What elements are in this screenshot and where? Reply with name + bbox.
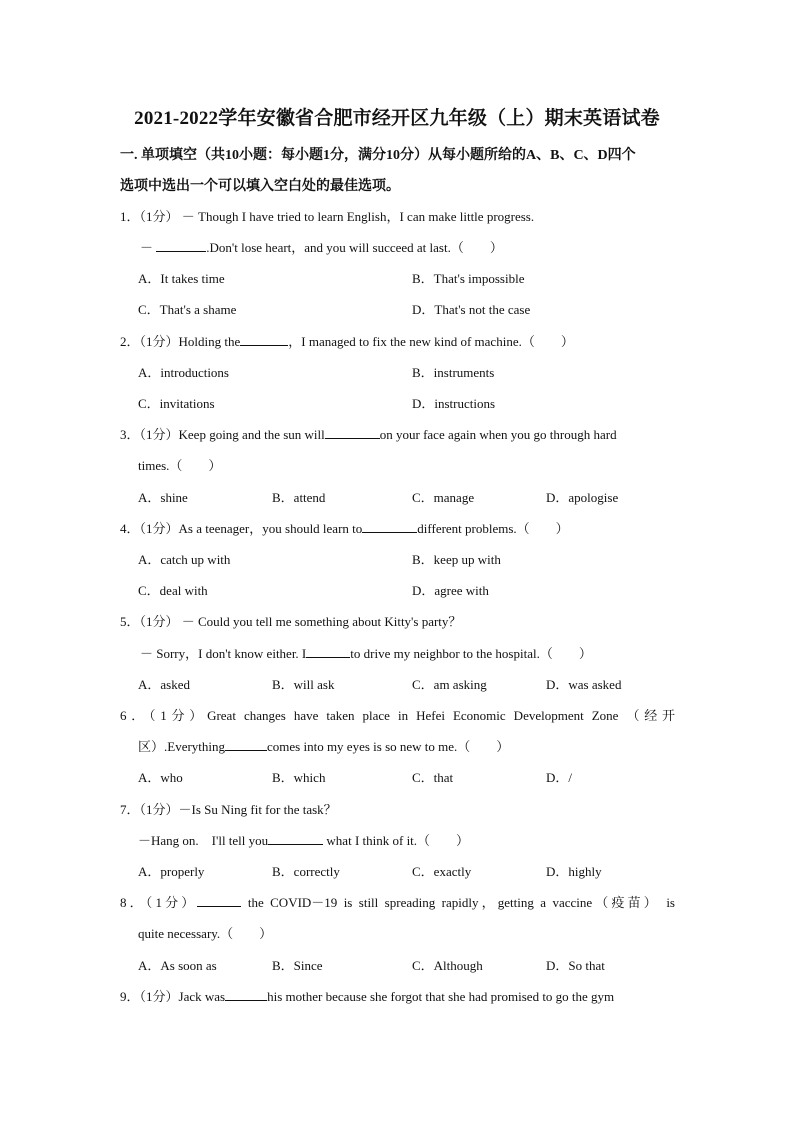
question-stem-suffix: .Don't lose heart，and you will succeed at last.（ ） [206, 240, 503, 255]
question-stem-prefix: Holding the [178, 334, 241, 349]
option-b: B．Since [272, 958, 323, 973]
option-c: C．Although [412, 958, 483, 973]
question-number: 2．（1分） [120, 334, 179, 349]
question-7-stem-line1 [120, 800, 337, 820]
answer-blank [197, 893, 241, 907]
answer-blank [225, 737, 267, 751]
question-number: 8．（1分） [120, 895, 198, 910]
question-1-stem-line2 [140, 238, 503, 258]
question-8-stem-line2: quite necessary.（ ） [138, 926, 273, 941]
question-stem-prefix: － [140, 240, 154, 255]
question-stem-prefix: －Hang on. I'll tell you [138, 833, 269, 848]
question-stem-suffix: on your face again when you go through hard [379, 427, 617, 442]
option-d: D．highly [546, 864, 602, 879]
question-stem-suffix: comes into my eyes is so new to me.（ ） [267, 739, 510, 754]
option-a: A．It takes time [138, 271, 225, 286]
option-b: B．instruments [412, 365, 495, 380]
option-c: C．that [412, 770, 454, 785]
question-stem-suffix: ，I managed to fix the new kind of machine.（ ） [288, 334, 574, 349]
option-b: B．correctly [272, 864, 340, 879]
section-instructions-line1: 一. 单项填空（共10小题：每小题1分，满分10分）从每小题所给的A、B、C、D四个 [120, 148, 636, 163]
question-stem-suffix: what I think of it.（ ） [323, 833, 470, 848]
page-title: 2021-2022学年安徽省合肥市经开区九年级（上）期末英语试卷 [134, 108, 660, 129]
answer-blank [325, 425, 380, 439]
option-a: A．who [138, 770, 183, 785]
question-stem-prefix: 区）.Everything [138, 739, 226, 754]
option-d: D．So that [546, 958, 605, 973]
question-5-stem-line1 [120, 612, 461, 632]
option-d: D．was asked [546, 677, 622, 692]
option-a: A．catch up with [138, 552, 231, 567]
question-1-stem-line1 [120, 207, 534, 227]
question-2-stem [120, 332, 574, 352]
option-d: D．/ [546, 770, 573, 785]
question-stem-prefix: Keep going and the sun will [178, 427, 325, 442]
question-3-stem-line1 [120, 425, 617, 445]
question-stem: the COVID－19 is still spreading rapidly，getting a vaccine（疫苗） is [241, 895, 675, 910]
option-c: C．manage [412, 490, 475, 505]
question-5-stem-line2 [140, 644, 592, 664]
question-4-stem [120, 519, 569, 539]
answer-blank [362, 519, 417, 533]
question-stem-prefix: － Sorry，I don't know either. I [140, 646, 307, 661]
question-number: 9．（1分） [120, 989, 179, 1004]
question-stem-suffix: different problems.（ ） [417, 521, 569, 536]
question-number: 7．（1分） [120, 802, 179, 817]
question-3-stem-line2: times.（ ） [138, 458, 222, 473]
option-a: A．introductions [138, 365, 229, 380]
section-instructions-line2: 选项中选出一个可以填入空白处的最佳选项。 [120, 179, 400, 194]
option-b: B．will ask [272, 677, 335, 692]
question-stem-prefix: Jack was [178, 989, 226, 1004]
answer-blank [240, 332, 288, 346]
question-number: 6．（1分） [120, 708, 208, 723]
option-d: D．That's not the case [412, 302, 531, 317]
question-stem-suffix: to drive my neighbor to the hospital.（ ） [350, 646, 592, 661]
question-8-stem-line1 [120, 893, 675, 913]
question-stem: － Could you tell me something about Kitty's party？ [181, 614, 462, 629]
option-a: A．asked [138, 677, 190, 692]
question-number: 4．（1分） [120, 521, 179, 536]
question-number: 5．（1分） [120, 614, 179, 629]
option-d: D．instructions [412, 396, 496, 411]
question-6-stem-line2 [138, 737, 509, 757]
option-c: C．am asking [412, 677, 487, 692]
question-9-stem [120, 987, 614, 1007]
answer-blank [225, 987, 267, 1001]
answer-blank [156, 238, 206, 252]
option-b: B．which [272, 770, 326, 785]
option-d: D．agree with [412, 583, 489, 598]
question-stem: － Though I have tried to learn English，I can make little progress. [181, 209, 535, 224]
question-stem: －Is Su Ning fit for the task？ [178, 802, 337, 817]
option-a: A．shine [138, 490, 188, 505]
option-a: A．As soon as [138, 958, 217, 973]
option-b: B．That's impossible [412, 271, 525, 286]
question-stem-prefix: As a teenager，you should learn to [178, 521, 363, 536]
question-7-stem-line2 [138, 831, 469, 851]
question-number: 3．（1分） [120, 427, 179, 442]
question-number: 1．（1分） [120, 209, 179, 224]
question-6-stem-line1 [120, 706, 675, 726]
option-a: A．properly [138, 864, 205, 879]
answer-blank [306, 644, 350, 658]
option-d: D．apologise [546, 490, 619, 505]
option-c: C．deal with [138, 583, 208, 598]
option-c: C．exactly [412, 864, 472, 879]
option-b: B．attend [272, 490, 326, 505]
section-instructions [120, 140, 680, 202]
option-c: C．invitations [138, 396, 215, 411]
option-b: B．keep up with [412, 552, 501, 567]
question-stem: Great changes have taken place in Hefei Economic Development Zone （经开 [207, 708, 675, 723]
question-stem-suffix: his mother because she forgot that she had promised to go the gym [267, 989, 615, 1004]
option-c: C．That's a shame [138, 302, 237, 317]
answer-blank [268, 831, 323, 845]
